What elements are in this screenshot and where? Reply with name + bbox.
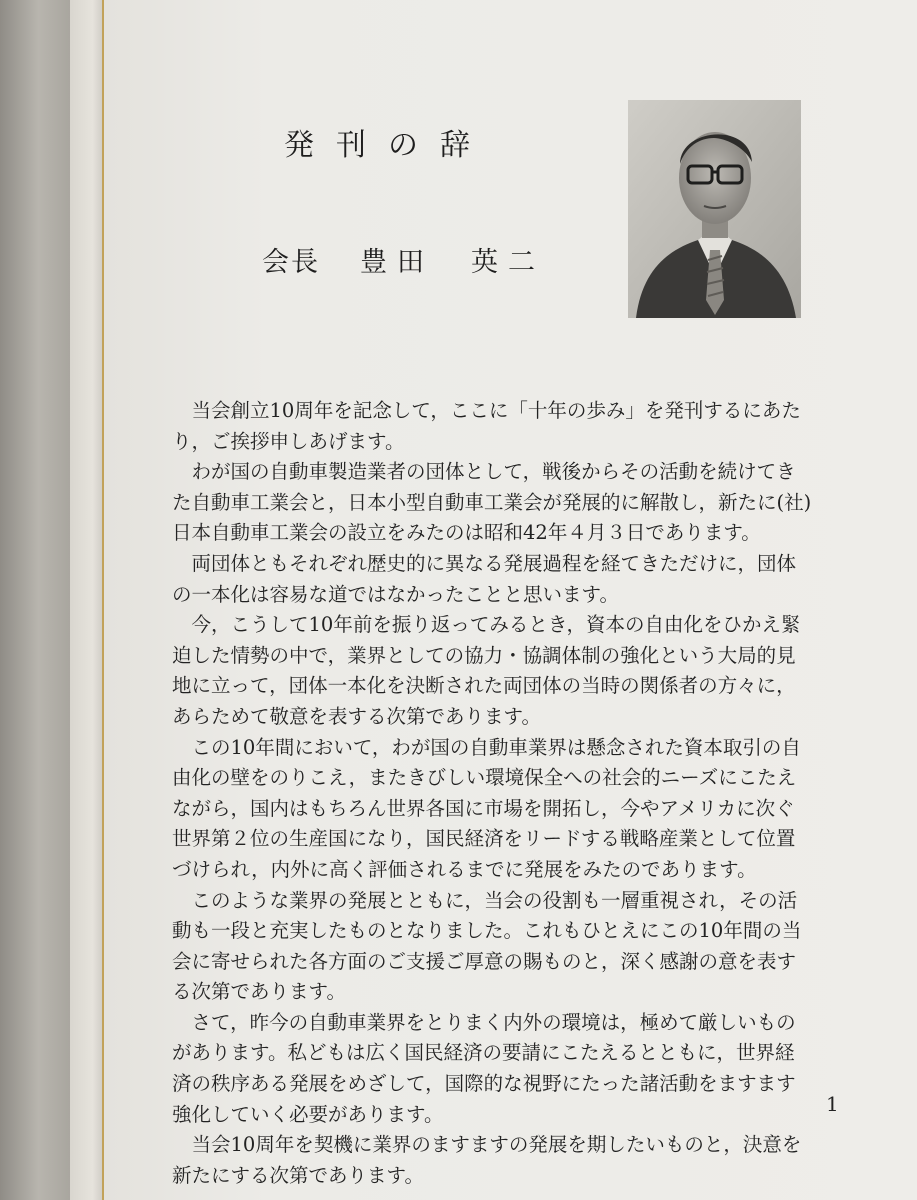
paragraph: 当会創立10周年を記念して，ここに「十年の歩み」を発刊するにあたり，ご挨拶申しあげます。 [172,399,801,453]
paragraph: 当会10周年を契機に業界のますますの発展を期したいものと，決意を新たにする次第であります。 [172,1133,802,1187]
author-line [262,240,545,279]
portrait-photo [628,100,801,318]
previous-page-edge [70,0,104,1200]
portrait-photo-icon [628,100,801,318]
article-body [172,396,812,1191]
paragraph: 今，こうして10年前を振り返ってみるとき，資本の自由化をひかえ緊迫した情勢の中で，業界としての協力・協調体制の強化という大局的見地に立って，団体一本化を決断された両団体の当時の関係者の方々に，あらためて敬意を表する次第であります。 [172,613,801,728]
author-name: 豊田 英二 [360,247,545,278]
page-title: 発刊の辞 [284,128,492,163]
paragraph: さて，昨今の自動車業界をとりまく内外の環境は，極めて厳しいものがあります。私どもは広く国民経済の要請にこたえるとともに，世界経済の秩序ある発展をめざして，国際的な視野にたった諸活動をますます強化していく必要があります。 [172,1010,796,1126]
paragraph: 両団体ともそれぞれ歴史的に異なる発展過程を経てきただけに，団体の一本化は容易な道ではなかったことと思います。 [172,551,797,606]
paragraph: このような業界の発展とともに，当会の役割も一層重視され，その活動も一段と充実したものとなりました。これもひとえにこの10年間の当会に寄せられた各方面のご支援ご厚意の賜ものと，深く感謝の意を表する次第であります。 [172,888,802,1004]
page-number: 1 [826,1092,839,1116]
paragraph: この10年間において，わが国の自動車業界は懸念された資本取引の自由化の壁をのりこえ，またきびしい環境保全への社会的ニーズにこたえながら，国内はもちろん世界各国に市場を開拓し，今やアメリカに次ぐ世界第２位の生産国になり，国民経済をリードする戦略産業として位置づけられ，内外に高く評価されるまでに発展をみたのであります。 [172,735,801,881]
author-role: 会長 [262,247,320,278]
paragraph: わが国の自動車製造業者の団体として，戦後からその活動を続けてきた自動車工業会と，日本小型自動車工業会が発展的に解散し，新たに(社)日本自動車工業会の設立をみたのは昭和42年４月３日であります。 [172,460,812,545]
book-spine [0,0,70,1200]
